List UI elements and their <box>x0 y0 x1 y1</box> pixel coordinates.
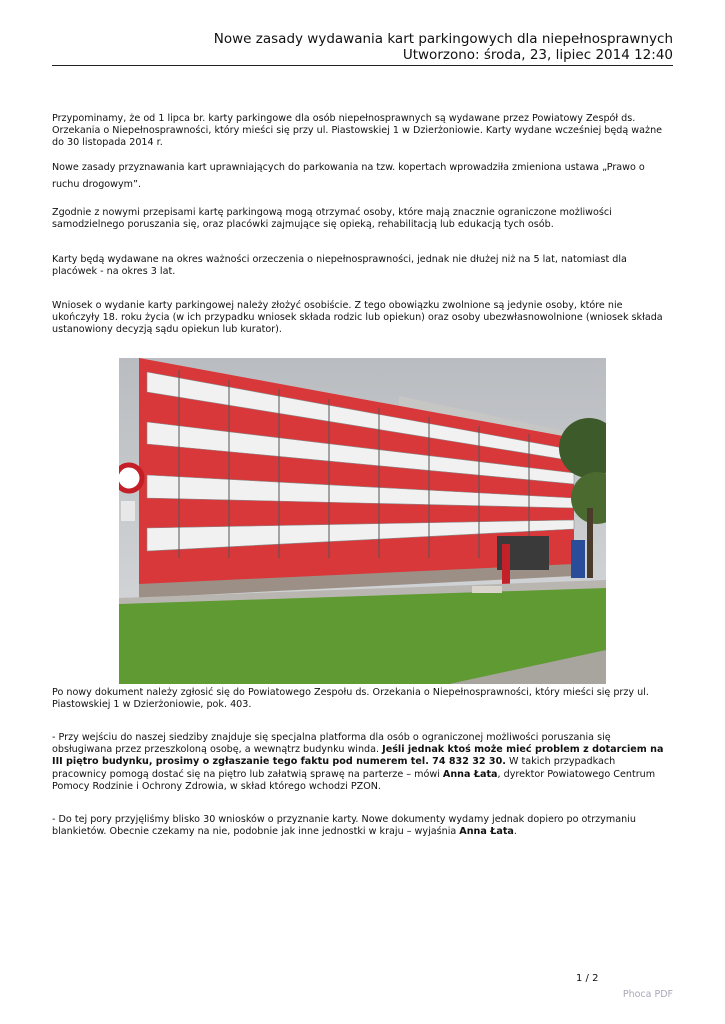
paragraph-7 <box>52 732 672 793</box>
speaker-name: Anna Łata <box>459 826 514 838</box>
paragraph-5: Wniosek o wydanie karty parkingowej należy złożyć osobiście. Z tego obowiązku zwolnione są jedynie osoby, które nie ukończyły 18. roku życia (w ich przypadku wniosek składa rodzic lub opiekun) oraz osoby ubezwłasnowolnione (wniosek składa ustanowiony decyzją sądu opiekun lub kurator). <box>52 300 663 336</box>
speaker-name: Anna Łata <box>442 768 498 780</box>
paragraph-4: Karty będą wydawane na okres ważności orzeczenia o niepełnosprawności, jednak nie dłużej niż na 5 lat, natomiast dla placówek - na okres 3 lat. <box>52 254 627 278</box>
paragraph-1: Przypominamy, że od 1 lipca br. karty parkingowe dla osób niepełnosprawnych są wydawane przez Powiatowy Zespół ds. Orzekania o Niepełnosprawności, który mieści się przy ul. Piastowskiej 1 w Dzierżoniowie. Karty wydane wcześniej będą ważne do 30 listopada 2014 r. <box>52 113 663 149</box>
paragraph-6: Po nowy dokument należy zgłosić się do Powiatowego Zespołu ds. Orzekania o Niepełnosprawności, który mieści się przy ul. Piastowskiej 1 w Dzierżoniowie, pok. 403. <box>52 687 649 711</box>
paragraph-8 <box>52 814 672 838</box>
document-header <box>52 31 673 63</box>
page-number: 1 / 2 <box>576 973 599 984</box>
paragraph-2: Nowe zasady przyznawania kart uprawniających do parkowania na tzw. kopertach wprowadziła zmieniona ustawa „Prawo o ruchu drogowym”. <box>52 162 645 190</box>
document-title: Nowe zasady wydawania kart parkingowych dla niepełnosprawnych <box>213 31 673 47</box>
closing-period: . <box>513 826 517 838</box>
created-date: Utworzono: środa, 23, lipiec 2014 12:40 <box>402 47 673 63</box>
building-photo <box>119 358 606 684</box>
paragraph-3: Zgodnie z nowymi przepisami kartę parkingową mogą otrzymać osoby, które mają znacznie ograniczone możliwości samodzielnego poruszania się, oraz placówki zajmujące się opieką, rehabilitacją lub edukacją tych osób. <box>52 207 612 231</box>
speaker-role: , dyrektor Powiatowego Centrum Pomocy Rodzinie i Ochrony Zdrowia, w skład którego wchodzi PZON. <box>52 768 656 792</box>
header-divider <box>52 65 673 66</box>
quote-text: - Przy wejściu do naszej siedziby znajduje się specjalna platforma dla osób o ograniczonej możliwości poruszania się obsługiwana przez przeszkoloną osobę, a wewnątrz budynku winda. <box>52 732 611 756</box>
phoca-pdf-link[interactable]: Phoca PDF <box>622 989 673 1000</box>
highlight-text: Jeśli jednak ktoś może mieć problem z dotarciem na III piętro budynku, prosimy o zgłaszanie tego faktu pod numerem tel. 74 832 32 30. <box>52 744 664 768</box>
quote-text-cont: W takich przypadkach pracownicy pomogą dostać się na piętro lub załatwią sprawę na parterze – mówi <box>52 756 616 780</box>
quote-text: - Do tej pory przyjęliśmy blisko 30 wniosków o przyznanie karty. Nowe dokumenty wydamy jednak dopiero po otrzymaniu blankietów. Obecnie czekamy na nie, podobnie jak inne jednostki w kraju – wyjaśnia <box>52 814 636 838</box>
